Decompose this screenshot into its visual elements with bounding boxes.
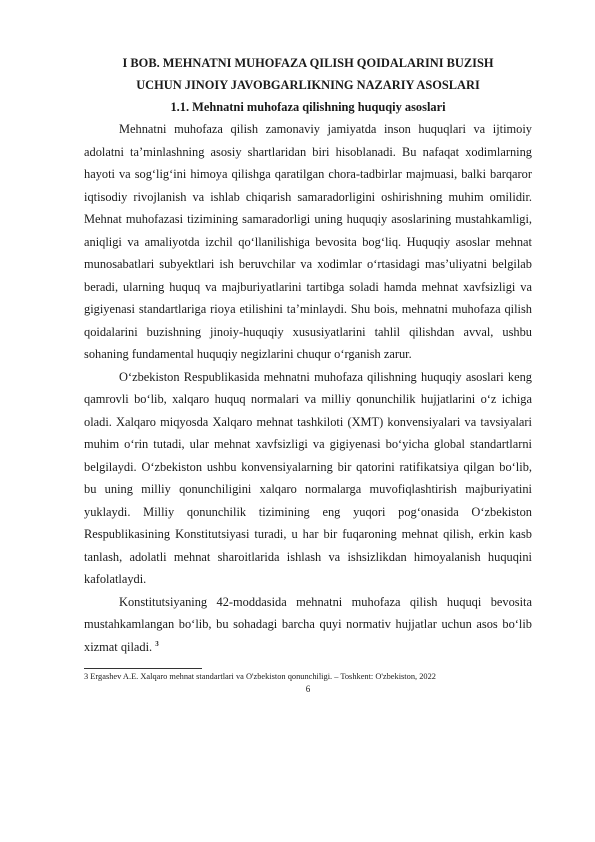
paragraph-3-text: Konstitutsiyaning 42-moddasida mehnatni muhofaza qilish huquqi bevosita mustahkamlangan bo‘lib, bu sohadagi barcha quyi normativ hujjatlar uchun asos bo‘lib xizmat qiladi.	[84, 594, 532, 654]
section-title: 1.1. Mehnatni muhofaza qilishning huquqiy asoslari	[170, 100, 446, 114]
footnote-divider	[84, 668, 202, 669]
page-number: 6	[305, 684, 311, 694]
footnote: 3 Ergashev A.E. Xalqaro mehnat standartlari va O'zbekiston qonunchiligi. – Toshkent: O'zbekiston, 2022	[84, 672, 436, 681]
chapter-heading-line-2: UCHUN JINOIY JAVOBGARLIKNING NAZARIY ASOSLARI	[136, 78, 480, 92]
footnote-reference[interactable]: 3	[155, 639, 159, 648]
paragraph-1: Mehnatni muhofaza qilish zamonaviy jamiyatda inson huquqlari va ijtimoiy adolatni ta’minlashning asosiy shartlaridan biri hisoblanadi. Bu nafaqat xodimlarning hayoti va sog‘lig‘ini himoya qilishga qaratilgan chora-tadbirlar majmuasi, balki barqaror iqtisodiy rivojlanish va ishlab chiqarish samaradorligini oshirishning muhim omilidir. Mehnat muhofazasi tizimining samaradorligi uning huquqiy asoslarining mustahkamligi, aniqligi va amaliyotda izchil qo‘llanilishiga bevosita bog‘liq. Huquqiy asoslar mehnat munosabatlari subyektlari ish beruvchilar va xodimlar o‘rtasidagi mas’uliyatni belgilab beradi, ularning huquq va majburiyatlarini tartibga soladi hamda mehnat xavfsizligi va gigiyenasi standartlariga rioya etilishini ta’minlaydi. Shu bois, mehnatni muhofaza qilish qoidalarini buzishning jinoiy-huquqiy xususiyatlarini tahlil qilishdan avval, ushbu sohaning fundamental huquqiy negizlarini chuqur o‘rganish zarur.	[84, 122, 532, 361]
paragraph-2: O‘zbekiston Respublikasida mehnatni muhofaza qilishning huquqiy asoslari keng qamrovli bo‘lib, xalqaro huquq normalari va milliy qonunchilik hujjatlarini o‘z ichiga oladi. Xalqaro miqyosda Xalqaro mehnat tashkiloti (XMT) konvensiyalari va tavsiyalari muhim o‘rin tutadi, ular mehnat xavfsizligi va gigiyenasi bo‘yicha global standartlarni belgilaydi. O‘zbekiston ushbu konvensiyalarning bir qatorini ratifikatsiya qilgan bo‘lib, bu uning milliy qonunchiligini xalqaro normalarga muvofiqlashtirish majburiyatini yuklaydi. Milliy qonunchilik tizimining eng yuqori pog‘onasida O‘zbekiston Respublikasining Konstitutsiyasi turadi, u har bir fuqaroning mehnat qilish, erkin kasb tanlash, adolatli mehnat sharoitlarida ishlash va ishsizlikdan himoyalanish huquqini kafolatlaydi.	[84, 369, 532, 586]
chapter-heading-line-1: I BOB. MEHNATNI MUHOFAZA QILISH QOIDALARINI BUZISH	[122, 56, 494, 70]
paragraph-3	[84, 591, 532, 659]
document-page	[84, 52, 532, 695]
